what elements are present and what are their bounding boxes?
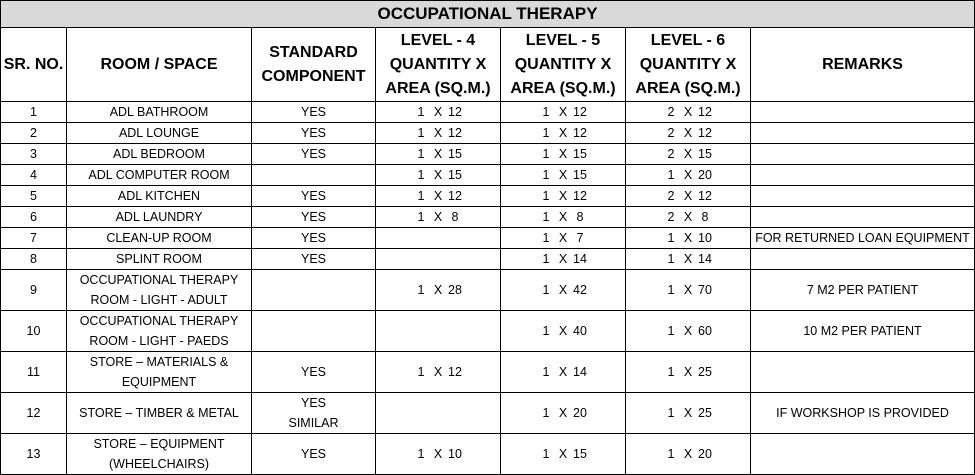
standard-line1: YES: [300, 147, 326, 161]
level6-cell: [626, 249, 751, 270]
level5-cell: [501, 123, 626, 144]
area: 12: [448, 365, 462, 379]
room-line2: ROOM - LIGHT - PAEDS: [89, 334, 229, 348]
room-line1: OCCUPATIONAL THERAPY: [79, 314, 239, 328]
remarks-cell: IF WORKSHOP IS PROVIDED: [751, 393, 975, 434]
area: 25: [698, 406, 712, 420]
standard-cell: [252, 270, 376, 311]
level6-cell: [626, 165, 751, 186]
area: 12: [573, 189, 587, 203]
qty: 1: [417, 105, 425, 119]
room-cell: [67, 165, 252, 186]
level5-cell: [501, 207, 626, 228]
area: 14: [573, 365, 587, 379]
times-sign: X: [433, 168, 443, 182]
remarks-cell: [751, 123, 975, 144]
area: 15: [573, 447, 587, 461]
area: 12: [448, 105, 462, 119]
times-sign: X: [683, 447, 693, 461]
qty: 1: [542, 283, 550, 297]
times-sign: X: [433, 210, 443, 224]
area: 20: [573, 406, 587, 420]
times-sign: X: [433, 447, 443, 461]
standard-cell: [252, 352, 376, 393]
area: 12: [698, 105, 712, 119]
level5-cell: [501, 311, 626, 352]
remarks-cell: [751, 144, 975, 165]
level4-cell: [376, 352, 501, 393]
room-line1: SPLINT ROOM: [116, 252, 202, 266]
remarks-cell: FOR RETURNED LOAN EQUIPMENT: [751, 228, 975, 249]
room-cell: [67, 270, 252, 311]
level5-cell: [501, 228, 626, 249]
room-line2: (WHEELCHAIRS): [108, 457, 209, 471]
area: 14: [698, 252, 712, 266]
level5-cell: [501, 352, 626, 393]
qty: 2: [667, 189, 675, 203]
qty: 1: [417, 210, 425, 224]
area: 20: [698, 168, 712, 182]
standard-cell: [252, 311, 376, 352]
header-level-5: [501, 28, 626, 102]
qty: 1: [417, 147, 425, 161]
qty: 1: [542, 126, 550, 140]
table-row: [1, 311, 975, 352]
room-line1: ADL LAUNDRY: [115, 210, 203, 224]
area: 12: [448, 189, 462, 203]
times-sign: X: [558, 168, 568, 182]
level5-cell: [501, 186, 626, 207]
times-sign: X: [683, 126, 693, 140]
remarks-cell: [751, 434, 975, 475]
times-sign: X: [558, 283, 568, 297]
room-line1: ADL LOUNGE: [118, 126, 200, 140]
sr-no-cell: 2: [1, 123, 67, 144]
qty: 1: [542, 252, 550, 266]
level5-cell: [501, 144, 626, 165]
qty: 1: [667, 324, 675, 338]
area: 15: [448, 147, 462, 161]
qty: 1: [417, 283, 425, 297]
times-sign: X: [683, 231, 693, 245]
area: 15: [573, 168, 587, 182]
qty: 1: [667, 406, 675, 420]
qty: 2: [667, 126, 675, 140]
room-line1: CLEAN-UP ROOM: [106, 231, 212, 245]
header-standard-component: [252, 28, 376, 102]
times-sign: X: [558, 447, 568, 461]
room-line1: ADL BEDROOM: [113, 147, 205, 161]
standard-line1: YES: [300, 365, 326, 379]
room-cell: [67, 228, 252, 249]
standard-cell: [252, 249, 376, 270]
sr-no-cell: 9: [1, 270, 67, 311]
times-sign: X: [683, 283, 693, 297]
standard-cell: [252, 186, 376, 207]
remarks-cell: [751, 165, 975, 186]
standard-line1: YES: [300, 189, 326, 203]
level5-cell: [501, 165, 626, 186]
times-sign: X: [558, 324, 568, 338]
room-cell: [67, 434, 252, 475]
times-sign: X: [558, 365, 568, 379]
room-line1: OCCUPATIONAL THERAPY: [79, 273, 239, 287]
sr-no-cell: 4: [1, 165, 67, 186]
qty: 1: [667, 252, 675, 266]
level5-cell: [501, 270, 626, 311]
area: 8: [701, 210, 709, 224]
sr-no-cell: 1: [1, 102, 67, 123]
remarks-cell: [751, 186, 975, 207]
area: 28: [448, 283, 462, 297]
table-row: [1, 186, 975, 207]
table-row: [1, 207, 975, 228]
table-title: OCCUPATIONAL THERAPY: [1, 1, 975, 28]
sr-no-cell: 8: [1, 249, 67, 270]
sr-no-cell: 10: [1, 311, 67, 352]
table-row: [1, 102, 975, 123]
standard-cell: [252, 393, 376, 434]
qty: 1: [542, 105, 550, 119]
level5-cell: [501, 393, 626, 434]
qty: 1: [542, 168, 550, 182]
room-cell: [67, 352, 252, 393]
room-line2: ROOM - LIGHT - ADULT: [90, 293, 228, 307]
level6-cell: [626, 434, 751, 475]
sr-no-cell: 3: [1, 144, 67, 165]
qty: 2: [667, 147, 675, 161]
times-sign: X: [433, 189, 443, 203]
times-sign: X: [433, 283, 443, 297]
header-remarks: REMARKS: [751, 28, 975, 102]
room-cell: [67, 311, 252, 352]
sr-no-cell: 13: [1, 434, 67, 475]
level4-cell: [376, 123, 501, 144]
qty: 1: [542, 447, 550, 461]
room-line2: EQUIPMENT: [121, 375, 197, 389]
level6-cell: [626, 311, 751, 352]
room-cell: [67, 249, 252, 270]
level6-cell: [626, 102, 751, 123]
times-sign: X: [558, 210, 568, 224]
level4-cell: [376, 207, 501, 228]
qty: 1: [667, 231, 675, 245]
table-row: [1, 393, 975, 434]
area: 12: [573, 105, 587, 119]
room-cell: [67, 123, 252, 144]
level5-cell: [501, 102, 626, 123]
level4-cell: [376, 144, 501, 165]
table-row: [1, 270, 975, 311]
area: 60: [698, 324, 712, 338]
standard-line1: YES: [300, 447, 326, 461]
area: 25: [698, 365, 712, 379]
room-cell: [67, 186, 252, 207]
level6-cell: [626, 393, 751, 434]
times-sign: X: [433, 365, 443, 379]
times-sign: X: [433, 105, 443, 119]
header-level4-line1: LEVEL - 4: [400, 31, 476, 49]
level4-cell: [376, 165, 501, 186]
times-sign: X: [683, 252, 693, 266]
room-line1: ADL BATHROOM: [109, 105, 209, 119]
remarks-cell: [751, 102, 975, 123]
standard-line1: YES: [300, 252, 326, 266]
times-sign: X: [558, 105, 568, 119]
level4-cell: [376, 102, 501, 123]
qty: 2: [667, 210, 675, 224]
header-level5-line3: AREA (SQ.M.): [510, 79, 616, 97]
standard-cell: [252, 207, 376, 228]
area: 8: [451, 210, 459, 224]
standard-line1: YES: [300, 210, 326, 224]
qty: 1: [667, 365, 675, 379]
level5-cell: [501, 434, 626, 475]
standard-cell: [252, 165, 376, 186]
area: 10: [698, 231, 712, 245]
sr-no-cell: 11: [1, 352, 67, 393]
times-sign: X: [558, 252, 568, 266]
sr-no-cell: 7: [1, 228, 67, 249]
level6-cell: [626, 144, 751, 165]
qty: 1: [542, 324, 550, 338]
qty: 1: [542, 210, 550, 224]
qty: 1: [542, 189, 550, 203]
level4-cell: [376, 249, 501, 270]
qty: 1: [667, 283, 675, 297]
area: 12: [698, 126, 712, 140]
header-sr-no: SR. NO.: [1, 28, 67, 102]
level4-cell: [376, 393, 501, 434]
header-level-4: [376, 28, 501, 102]
area: 15: [698, 147, 712, 161]
qty: 1: [542, 406, 550, 420]
area: 12: [698, 189, 712, 203]
qty: 1: [417, 168, 425, 182]
standard-cell: [252, 123, 376, 144]
level4-cell: [376, 434, 501, 475]
standard-cell: [252, 144, 376, 165]
qty: 1: [417, 126, 425, 140]
level4-cell: [376, 311, 501, 352]
room-cell: [67, 102, 252, 123]
header-level4-line3: AREA (SQ.M.): [385, 79, 491, 97]
standard-cell: [252, 102, 376, 123]
table-row: [1, 228, 975, 249]
header-level5-line2: QUANTITY X: [514, 55, 612, 73]
header-level5-line1: LEVEL - 5: [525, 31, 601, 49]
area: 14: [573, 252, 587, 266]
remarks-cell: 10 M2 PER PATIENT: [751, 311, 975, 352]
area: 8: [576, 210, 584, 224]
header-level6-line1: LEVEL - 6: [650, 31, 726, 49]
level6-cell: [626, 352, 751, 393]
times-sign: X: [683, 168, 693, 182]
sr-no-cell: 12: [1, 393, 67, 434]
times-sign: X: [683, 365, 693, 379]
standard-cell: [252, 228, 376, 249]
room-line1: STORE – EQUIPMENT: [93, 437, 225, 451]
times-sign: X: [558, 406, 568, 420]
times-sign: X: [683, 210, 693, 224]
standard-line2: SIMILAR: [288, 416, 339, 430]
standard-line1: YES: [300, 105, 326, 119]
header-standard-line1: STANDARD: [269, 43, 358, 61]
qty: 1: [667, 168, 675, 182]
header-level4-line2: QUANTITY X: [389, 55, 487, 73]
qty: 1: [417, 189, 425, 203]
remarks-cell: 7 M2 PER PATIENT: [751, 270, 975, 311]
remarks-cell: [751, 249, 975, 270]
sr-no-cell: 6: [1, 207, 67, 228]
room-line1: ADL COMPUTER ROOM: [88, 168, 230, 182]
qty: 1: [417, 447, 425, 461]
qty: 1: [542, 147, 550, 161]
qty: 2: [667, 105, 675, 119]
table-row: [1, 352, 975, 393]
header-level6-line3: AREA (SQ.M.): [635, 79, 741, 97]
table-row: [1, 249, 975, 270]
level4-cell: [376, 186, 501, 207]
area: 12: [573, 126, 587, 140]
header-level6-line2: QUANTITY X: [639, 55, 737, 73]
times-sign: X: [683, 147, 693, 161]
room-cell: [67, 207, 252, 228]
area: 15: [448, 168, 462, 182]
area: 20: [698, 447, 712, 461]
room-cell: [67, 393, 252, 434]
times-sign: X: [558, 189, 568, 203]
times-sign: X: [433, 126, 443, 140]
level4-cell: [376, 270, 501, 311]
times-sign: X: [683, 324, 693, 338]
header-room-space: ROOM / SPACE: [67, 28, 252, 102]
times-sign: X: [558, 231, 568, 245]
area: 15: [573, 147, 587, 161]
area: 40: [573, 324, 587, 338]
table-row: [1, 144, 975, 165]
table-row: [1, 434, 975, 475]
qty: 1: [417, 365, 425, 379]
area: 70: [698, 283, 712, 297]
area: 42: [573, 283, 587, 297]
times-sign: X: [558, 147, 568, 161]
room-line1: STORE – MATERIALS &: [89, 355, 229, 369]
header-level-6: [626, 28, 751, 102]
standard-line1: YES: [300, 231, 326, 245]
room-cell: [67, 144, 252, 165]
area: 7: [576, 231, 584, 245]
qty: 1: [542, 231, 550, 245]
level6-cell: [626, 270, 751, 311]
standard-cell: [252, 434, 376, 475]
area: 12: [448, 126, 462, 140]
header-standard-line2: COMPONENT: [261, 67, 366, 85]
sr-no-cell: 5: [1, 186, 67, 207]
room-line1: ADL KITCHEN: [117, 189, 201, 203]
times-sign: X: [683, 406, 693, 420]
times-sign: X: [683, 105, 693, 119]
qty: 1: [542, 365, 550, 379]
level5-cell: [501, 249, 626, 270]
standard-line1: YES: [300, 126, 326, 140]
level6-cell: [626, 123, 751, 144]
level6-cell: [626, 186, 751, 207]
table-row: [1, 123, 975, 144]
room-line1: STORE – TIMBER & METAL: [79, 406, 239, 420]
remarks-cell: [751, 352, 975, 393]
qty: 1: [667, 447, 675, 461]
standard-line1: YES: [300, 396, 326, 410]
level6-cell: [626, 228, 751, 249]
level6-cell: [626, 207, 751, 228]
area: 10: [448, 447, 462, 461]
remarks-cell: [751, 207, 975, 228]
table-row: [1, 165, 975, 186]
times-sign: X: [683, 189, 693, 203]
times-sign: X: [433, 147, 443, 161]
times-sign: X: [558, 126, 568, 140]
level4-cell: [376, 228, 501, 249]
